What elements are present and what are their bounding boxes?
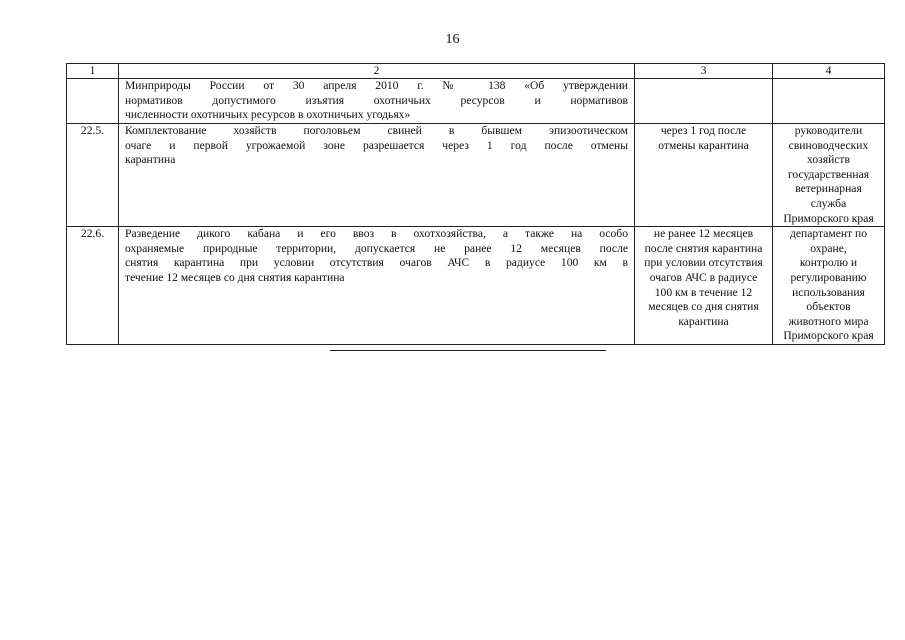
term-line: не ранее 12 месяцев (653, 227, 754, 241)
description-line: Разведение дикого кабана и его ввоз в охотхозяйства, а также на особо (125, 227, 628, 241)
description-line: Комплектование хозяйств поголовьем свиней в бывшем эпизоотическом (125, 124, 628, 137)
row-number: 22.6. (67, 227, 119, 345)
measure-description (119, 79, 635, 124)
term-line: 100 км в течение 12 (654, 285, 753, 299)
measure-term (635, 124, 773, 227)
column-header-3: 3 (635, 64, 773, 79)
responsible-line: Приморского края (783, 211, 874, 225)
measure-term (635, 227, 773, 345)
term-line: после снятия карантина (644, 241, 763, 255)
term-line: отмены карантина (658, 138, 749, 152)
responsible-line: Приморского края (783, 329, 874, 343)
responsible-line: животного мира (788, 314, 869, 328)
table-row (67, 227, 885, 345)
responsible-line: ветеринарная служба (795, 182, 862, 210)
table-row (67, 124, 885, 227)
responsible-line: использования объектов (792, 285, 865, 314)
measure-responsible (773, 227, 885, 345)
description-line: очаге и первой угрожаемой зоне разрешается через 1 год после отмены (125, 138, 628, 152)
description-line: Минприроды России от 30 апреля 2010 г. № 138 «Об утверждении (125, 79, 628, 92)
row-number: 22.5. (67, 124, 119, 227)
measure-responsible (773, 79, 885, 124)
description-line: карантина (125, 153, 176, 167)
responsible-line: контролю и регулированию (790, 256, 867, 284)
table-row (67, 79, 885, 124)
column-header-2: 2 (119, 64, 635, 79)
term-line: при условии отсутствия (644, 256, 763, 270)
column-header-4: 4 (773, 64, 885, 79)
table-header-row (67, 64, 885, 79)
measure-description (119, 124, 635, 227)
description-line: снятия карантина при условии отсутствия очагов АЧС в радиусе 100 км в (125, 256, 628, 270)
description-line: течение 12 месяцев со дня снятия карантина (125, 270, 345, 284)
description-line: охраняемые природные территории, допускается не ранее 12 месяцев после (125, 241, 628, 255)
measures-table (66, 63, 885, 345)
responsible-line: департамент по охране, (789, 227, 868, 255)
term-line: очагов АЧС в радиусе (649, 270, 758, 284)
responsible-line: свиноводческих хозяйств (788, 138, 869, 167)
description-line: численности охотничьих ресурсов в охотничьих угодьях» (125, 108, 411, 122)
measure-term (635, 79, 773, 124)
term-line: месяцев со дня снятия (648, 300, 759, 314)
end-of-document-rule (330, 350, 606, 351)
responsible-line: государственная (787, 167, 870, 181)
measure-description (119, 227, 635, 345)
measure-responsible (773, 124, 885, 227)
page-number: 16 (445, 32, 460, 47)
description-line: нормативов допустимого изъятия охотничьих ресурсов и нормативов (125, 93, 628, 107)
term-line: через 1 год после (660, 124, 747, 137)
responsible-line: руководители (794, 124, 863, 137)
row-number (67, 79, 119, 124)
term-line: карантина (678, 314, 729, 328)
column-header-1: 1 (67, 64, 119, 79)
